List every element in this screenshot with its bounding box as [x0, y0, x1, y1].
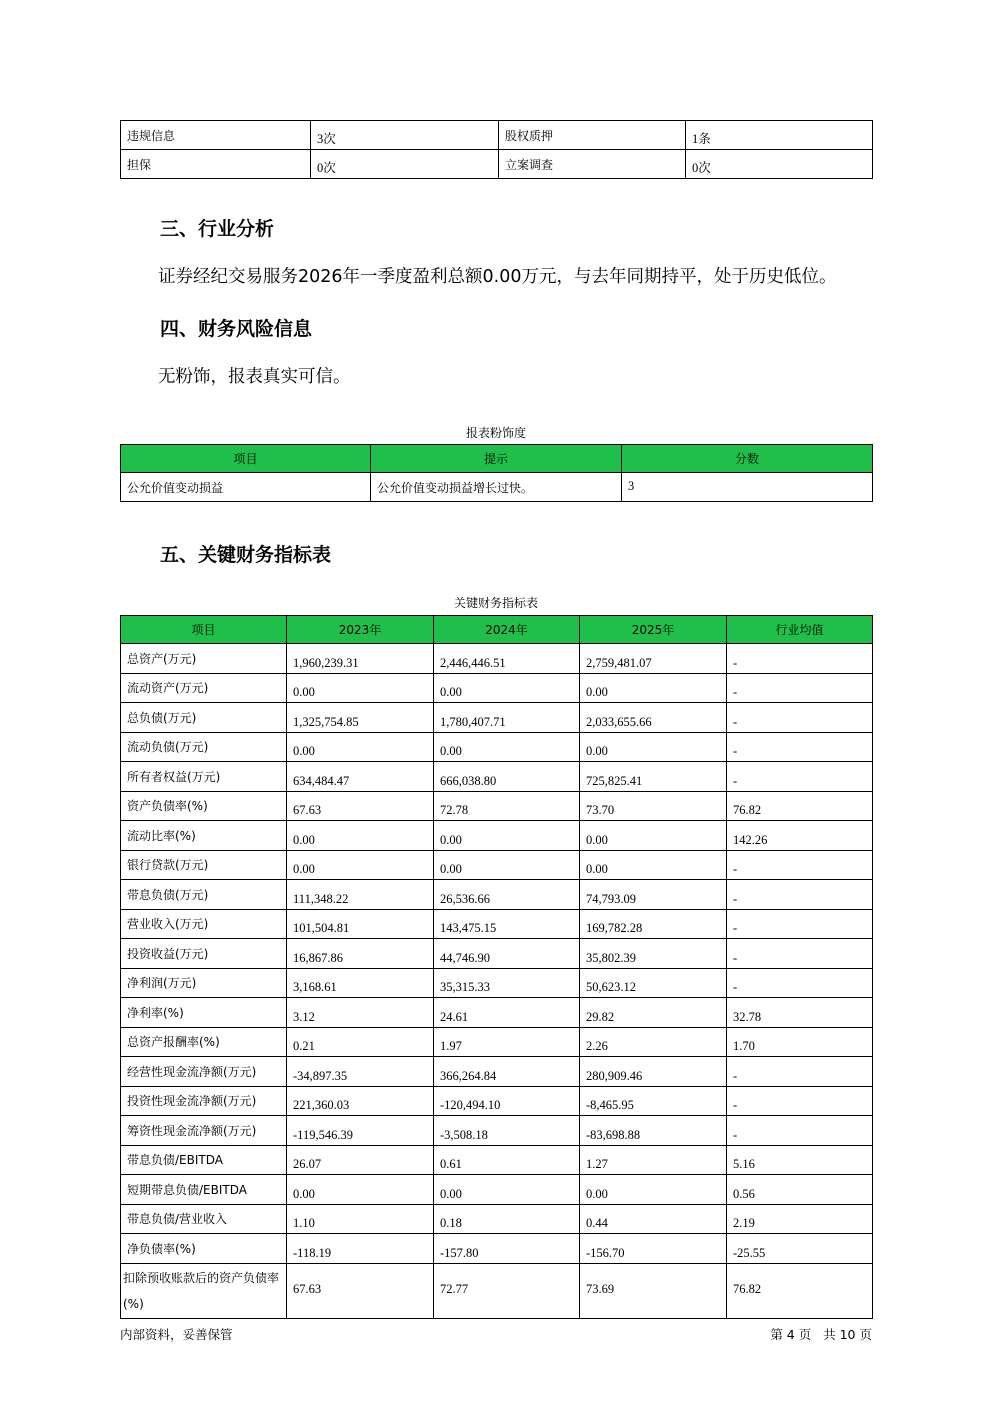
kfi-value-cell: - — [727, 850, 873, 880]
risk-score-cell: 3 — [622, 473, 873, 502]
kfi-value-cell: 0.00 — [287, 821, 434, 851]
footer-confidential-note: 内部资料，妥善保管 — [120, 1327, 233, 1342]
kfi-item-cell: 银行贷款(万元) — [121, 850, 287, 880]
kfi-value-cell: 143,475.15 — [434, 909, 580, 939]
risk-header-item: 项目 — [121, 445, 371, 473]
kfi-item-cell: 流动负债(万元) — [121, 732, 287, 762]
kfi-value-cell: 1.27 — [580, 1145, 727, 1175]
table-row — [121, 1145, 873, 1175]
summary-value-cell: 0次 — [686, 150, 873, 179]
kfi-item-cell: 流动资产(万元) — [121, 673, 287, 703]
kfi-value-cell: 76.82 — [727, 1263, 873, 1318]
kfi-value-cell: 0.00 — [434, 673, 580, 703]
table-row — [121, 791, 873, 821]
kfi-value-cell: - — [727, 732, 873, 762]
kfi-value-cell: 142.26 — [727, 821, 873, 851]
kfi-value-cell: 1,780,407.71 — [434, 703, 580, 733]
kfi-value-cell: 0.44 — [580, 1204, 727, 1234]
kfi-item-cell: 资产负债率(%) — [121, 791, 287, 821]
kfi-value-cell: 0.00 — [287, 1175, 434, 1205]
kfi-item-cell: 总资产报酬率(%) — [121, 1027, 287, 1057]
table-row — [121, 968, 873, 998]
kfi-value-cell: 0.61 — [434, 1145, 580, 1175]
kfi-value-cell: 3,168.61 — [287, 968, 434, 998]
kfi-value-cell: 72.78 — [434, 791, 580, 821]
kfi-value-cell: -25.55 — [727, 1234, 873, 1264]
kfi-value-cell: 24.61 — [434, 998, 580, 1028]
kfi-value-cell: 26.07 — [287, 1145, 434, 1175]
kfi-item-cell: 短期带息负债/EBITDA — [121, 1175, 287, 1205]
table-row — [121, 850, 873, 880]
kfi-value-cell: 26,536.66 — [434, 880, 580, 910]
kfi-header-2025: 2025年 — [580, 616, 727, 644]
kfi-value-cell: -118.19 — [287, 1234, 434, 1264]
kfi-value-cell: 280,909.46 — [580, 1057, 727, 1087]
section-key-financial-indicators-title: 五、关键财务指标表 — [160, 544, 332, 566]
kfi-item-cell: 投资收益(万元) — [121, 939, 287, 969]
summary-label-cell: 违规信息 — [121, 121, 311, 150]
kfi-value-cell: 0.00 — [287, 850, 434, 880]
kfi-value-cell: 1.70 — [727, 1027, 873, 1057]
kfi-value-cell: -3,508.18 — [434, 1116, 580, 1146]
risk-table-caption: 报表粉饰度 — [465, 426, 526, 440]
kfi-item-cell: 净利率(%) — [121, 998, 287, 1028]
kfi-header-2023: 2023年 — [287, 616, 434, 644]
kfi-value-cell: 221,360.03 — [287, 1086, 434, 1116]
financial-risk-text: 无粉饰，报表真实可信。 — [158, 367, 351, 387]
risk-table-header-row — [121, 445, 873, 473]
table-row — [121, 939, 873, 969]
kfi-value-cell: 2,446,446.51 — [434, 644, 580, 674]
risk-header-score: 分数 — [622, 445, 873, 473]
kfi-header-item: 项目 — [121, 616, 287, 644]
table-row — [121, 732, 873, 762]
kfi-value-cell: - — [727, 968, 873, 998]
kfi-value-cell: 666,038.80 — [434, 762, 580, 792]
kfi-value-cell: 76.82 — [727, 791, 873, 821]
kfi-value-cell: 2,759,481.07 — [580, 644, 727, 674]
kfi-value-cell: 35,802.39 — [580, 939, 727, 969]
risk-header-hint: 提示 — [371, 445, 622, 473]
kfi-item-cell: 扣除预收账款后的资产负债率(%) — [121, 1263, 287, 1318]
summary-label-cell: 立案调查 — [499, 150, 686, 179]
kfi-value-cell: 169,782.28 — [580, 909, 727, 939]
kfi-value-cell: 0.00 — [287, 732, 434, 762]
table-row — [121, 644, 873, 674]
kfi-value-cell: 0.18 — [434, 1204, 580, 1234]
kfi-item-cell: 总资产(万元) — [121, 644, 287, 674]
kfi-value-cell: 67.63 — [287, 1263, 434, 1318]
kfi-value-cell: 5.16 — [727, 1145, 873, 1175]
kfi-value-cell: 44,746.90 — [434, 939, 580, 969]
kfi-value-cell: 101,504.81 — [287, 909, 434, 939]
summary-value-cell: 3次 — [311, 121, 499, 150]
kfi-value-cell: - — [727, 644, 873, 674]
kfi-value-cell: - — [727, 1057, 873, 1087]
kfi-value-cell: 29.82 — [580, 998, 727, 1028]
kfi-item-cell: 总负债(万元) — [121, 703, 287, 733]
summary-value-cell: 1条 — [686, 121, 873, 150]
violation-summary-table — [120, 120, 873, 179]
kfi-value-cell: 0.00 — [580, 732, 727, 762]
risk-item-cell: 公允价值变动损益 — [121, 473, 371, 502]
table-row — [121, 673, 873, 703]
report-whitewash-table — [120, 444, 873, 502]
kfi-value-cell: -83,698.88 — [580, 1116, 727, 1146]
kfi-item-cell: 营业收入(万元) — [121, 909, 287, 939]
kfi-value-cell: 1,960,239.31 — [287, 644, 434, 674]
table-row — [121, 998, 873, 1028]
kfi-value-cell: 73.69 — [580, 1263, 727, 1318]
kfi-value-cell: 2.26 — [580, 1027, 727, 1057]
kfi-item-cell: 筹资性现金流净额(万元) — [121, 1116, 287, 1146]
key-financial-indicators-table — [120, 615, 873, 1319]
kfi-value-cell: -156.70 — [580, 1234, 727, 1264]
kfi-value-cell: 0.21 — [287, 1027, 434, 1057]
summary-label-cell: 股权质押 — [499, 121, 686, 150]
kfi-value-cell: 0.00 — [434, 821, 580, 851]
kfi-value-cell: 67.63 — [287, 791, 434, 821]
kfi-value-cell: 73.70 — [580, 791, 727, 821]
kfi-value-cell: - — [727, 1086, 873, 1116]
kfi-header-row — [121, 616, 873, 644]
table-row — [121, 880, 873, 910]
kfi-item-cell: 流动比率(%) — [121, 821, 287, 851]
kfi-value-cell: 0.00 — [434, 732, 580, 762]
kfi-value-cell: 3.12 — [287, 998, 434, 1028]
kfi-value-cell: 1,325,754.85 — [287, 703, 434, 733]
table-row — [121, 121, 873, 150]
kfi-header-industry-avg: 行业均值 — [727, 616, 873, 644]
kfi-value-cell: 634,484.47 — [287, 762, 434, 792]
kfi-value-cell: 50,623.12 — [580, 968, 727, 998]
kfi-item-cell: 带息负债/EBITDA — [121, 1145, 287, 1175]
kfi-header-2024: 2024年 — [434, 616, 580, 644]
kfi-value-cell: 72.77 — [434, 1263, 580, 1318]
table-row — [121, 473, 873, 502]
table-row — [121, 1263, 873, 1318]
table-row — [121, 821, 873, 851]
kfi-value-cell: - — [727, 703, 873, 733]
table-row — [121, 909, 873, 939]
kfi-item-cell: 净利润(万元) — [121, 968, 287, 998]
risk-hint-cell: 公允价值变动损益增长过快。 — [371, 473, 622, 502]
kfi-table-body — [121, 644, 873, 1319]
kfi-value-cell: 1.97 — [434, 1027, 580, 1057]
kfi-value-cell: -120,494.10 — [434, 1086, 580, 1116]
kfi-value-cell: 1.10 — [287, 1204, 434, 1234]
summary-label-cell: 担保 — [121, 150, 311, 179]
kfi-item-cell: 投资性现金流净额(万元) — [121, 1086, 287, 1116]
footer-page-number: 第 4 页 共 10 页 — [770, 1327, 872, 1342]
table-row — [121, 1086, 873, 1116]
table-row — [121, 1027, 873, 1057]
kfi-item-cell: 所有者权益(万元) — [121, 762, 287, 792]
kfi-table-caption: 关键财务指标表 — [453, 596, 538, 610]
kfi-value-cell: - — [727, 673, 873, 703]
kfi-value-cell: 2.19 — [727, 1204, 873, 1234]
kfi-value-cell: -119,546.39 — [287, 1116, 434, 1146]
table-row — [121, 1234, 873, 1264]
kfi-item-cell: 带息负债/营业收入 — [121, 1204, 287, 1234]
kfi-value-cell: - — [727, 909, 873, 939]
kfi-value-cell: -34,897.35 — [287, 1057, 434, 1087]
kfi-value-cell: 74,793.09 — [580, 880, 727, 910]
table-row — [121, 1204, 873, 1234]
kfi-value-cell: 0.00 — [434, 1175, 580, 1205]
kfi-value-cell: 725,825.41 — [580, 762, 727, 792]
violation-summary-body — [121, 121, 873, 179]
kfi-value-cell: 0.00 — [580, 850, 727, 880]
kfi-value-cell: 0.00 — [580, 821, 727, 851]
kfi-value-cell: 32.78 — [727, 998, 873, 1028]
kfi-value-cell: 366,264.84 — [434, 1057, 580, 1087]
section-financial-risk-title: 四、财务风险信息 — [160, 318, 313, 340]
kfi-value-cell: - — [727, 1116, 873, 1146]
kfi-value-cell: - — [727, 880, 873, 910]
kfi-value-cell: -157.80 — [434, 1234, 580, 1264]
kfi-value-cell: 0.00 — [287, 673, 434, 703]
kfi-value-cell: 0.00 — [580, 1175, 727, 1205]
kfi-item-cell: 净负债率(%) — [121, 1234, 287, 1264]
summary-value-cell: 0次 — [311, 150, 499, 179]
kfi-value-cell: 35,315.33 — [434, 968, 580, 998]
kfi-value-cell: - — [727, 762, 873, 792]
kfi-value-cell: 2,033,655.66 — [580, 703, 727, 733]
table-row — [121, 1116, 873, 1146]
table-row — [121, 1175, 873, 1205]
kfi-value-cell: 16,867.86 — [287, 939, 434, 969]
kfi-value-cell: 0.00 — [580, 673, 727, 703]
kfi-value-cell: -8,465.95 — [580, 1086, 727, 1116]
table-row — [121, 703, 873, 733]
table-row — [121, 762, 873, 792]
kfi-value-cell: - — [727, 939, 873, 969]
section-industry-analysis-title: 三、行业分析 — [160, 218, 275, 240]
kfi-item-cell: 带息负债(万元) — [121, 880, 287, 910]
table-row — [121, 1057, 873, 1087]
kfi-value-cell: 111,348.22 — [287, 880, 434, 910]
industry-analysis-text: 证券经纪交易服务2026年一季度盈利总额0.00万元，与去年同期持平，处于历史低位。 — [158, 267, 837, 287]
kfi-value-cell: 0.00 — [434, 850, 580, 880]
kfi-item-cell: 经营性现金流净额(万元) — [121, 1057, 287, 1087]
kfi-value-cell: 0.56 — [727, 1175, 873, 1205]
table-row — [121, 150, 873, 179]
